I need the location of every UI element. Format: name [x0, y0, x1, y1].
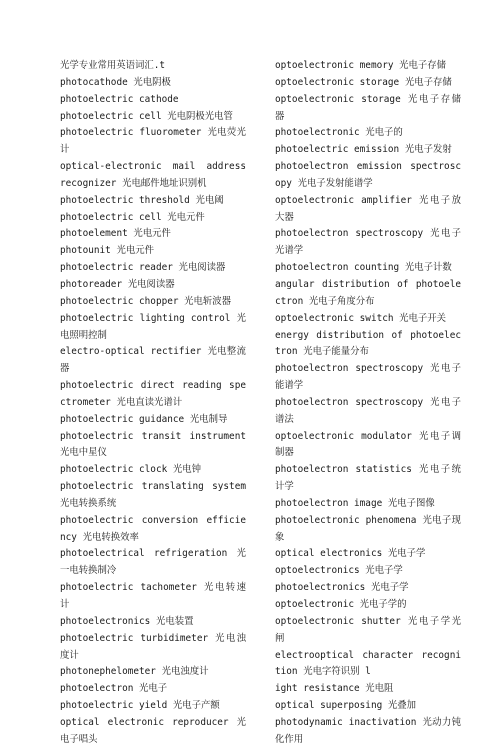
glossary-entry: photodynamic inactivation 光动力钝化作用: [275, 716, 461, 745]
glossary-entry: photoelectric guidance 光电制导: [60, 413, 228, 425]
glossary-entry: optical-electronic mail address recognizer 光电邮件地址识别机: [60, 161, 246, 189]
glossary-entry: photoelectric tachometer 光电转速计: [60, 582, 246, 610]
glossary-entry: photoelectric conversion efficiency 光电转换效率: [60, 514, 246, 543]
glossary-entry: optoelectronic modulator 光电子调制器: [275, 430, 461, 459]
glossary-entry: photoelectric cell 光电阴极光电管: [60, 110, 233, 122]
glossary-entry: photoelectric transit instrument 光电中星仪: [60, 430, 246, 459]
glossary-entry: photocathode 光电阴极: [60, 76, 171, 88]
glossary-entry: optoelectronic switch 光电子开关: [275, 312, 447, 324]
glossary-entry: ight resistance 光电阻: [275, 683, 394, 695]
glossary-entry: energy distribution of photoelectron 光电子能量分布: [275, 329, 461, 358]
glossary-entry: angular distribution of photoelectron 光电子角度分布: [275, 278, 461, 307]
glossary-entry: photoelectric lighting control 光电照明控制: [60, 312, 246, 341]
glossary-entry: optoelectronic storage 光电子存储器: [275, 93, 461, 122]
glossary-entry: optoelectronics 光电子学: [275, 565, 403, 577]
glossary-entry: optoelectronic storage 光电子存储: [275, 76, 452, 88]
glossary-entry: optical superposing 光叠加: [275, 700, 417, 712]
glossary-entry: photoelectron image 光电子图像: [275, 497, 435, 509]
glossary-entry: photoreader 光电阅读器: [60, 278, 175, 290]
glossary-entry: photoelement 光电元件: [60, 228, 171, 240]
glossary-entry: photoelectric fluorometer 光电荧光计: [60, 127, 246, 156]
glossary-entry: photoelectron emission spectroscopy 光电子发射能谱学: [275, 161, 461, 189]
glossary-entry: optoelectronic 光电子学的: [275, 599, 407, 610]
glossary-entry: optoelectronic amplifier 光电子放大器: [275, 194, 461, 223]
glossary-entry: photoelectron spectroscopy 光电子光谱学: [275, 228, 461, 257]
document-title: 光学专业常用英语词汇.t: [60, 60, 166, 71]
glossary-entry: photoelectric threshold 光电阈: [60, 194, 224, 206]
glossary-entry: photoelectric direct reading spectrometer 光电直读光谱计: [60, 380, 246, 408]
glossary-entry: photoelectron spectroscopy 光电子谱法: [275, 396, 461, 425]
glossary-entry: photoelectron statistics 光电子统计学: [275, 464, 461, 493]
glossary-entry: optoelectronic shutter 光电子学光闸: [275, 615, 461, 644]
glossary-entry: photoelectric reader 光电阅读器: [60, 262, 226, 274]
glossary-entry: optoelectronic memory 光电子存储: [275, 60, 447, 71]
glossary-entry: optical electronic reproducer 光电子唱头: [60, 716, 246, 745]
glossary-entry: optical electronics 光电子学: [275, 548, 426, 560]
glossary-entry: photoelectronics 光电装置: [60, 615, 194, 627]
glossary-entry: photoelectric translating system 光电转换系统: [60, 481, 246, 509]
glossary-entry: photoelectric emission 光电子发射: [275, 144, 452, 156]
glossary-entry: photoelectric yield 光电子产额: [60, 700, 220, 712]
glossary-entry: electrooptical character recognition 光电字符识别 l: [275, 649, 461, 678]
glossary-entry: electro-optical rectifier 光电整流器: [60, 346, 246, 375]
right-column: [275, 58, 461, 749]
glossary-entry: photonephelometer 光电浊度计: [60, 666, 209, 678]
glossary-entry: photoelectronics 光电子学: [275, 582, 409, 594]
glossary-entry: photoelectron 光电子: [60, 683, 168, 695]
glossary-entry: photoelectron spectroscopy 光电子能谱学: [275, 363, 461, 392]
left-column: [60, 58, 246, 749]
glossary-entry: photoelectron counting 光电子计数: [275, 262, 452, 274]
glossary-entry: photounit 光电元件: [60, 245, 154, 257]
glossary-entry: photoelectrical refrigeration 光一电转换制冷: [60, 548, 246, 577]
glossary-entry: photoelectric cell 光电元件: [60, 211, 205, 223]
glossary-entry: photoelectric chopper 光电斩波器: [60, 295, 232, 307]
glossary-entry: photoelectric clock 光电钟: [60, 464, 202, 476]
glossary-entry: photoelectronic 光电子的: [275, 127, 403, 139]
glossary-entry: photoelectric turbidimeter 光电浊度计: [60, 632, 246, 661]
glossary-entry: photoelectric cathode: [60, 93, 179, 105]
glossary-entry: photoelectronic phenomena 光电子现象: [275, 514, 461, 543]
